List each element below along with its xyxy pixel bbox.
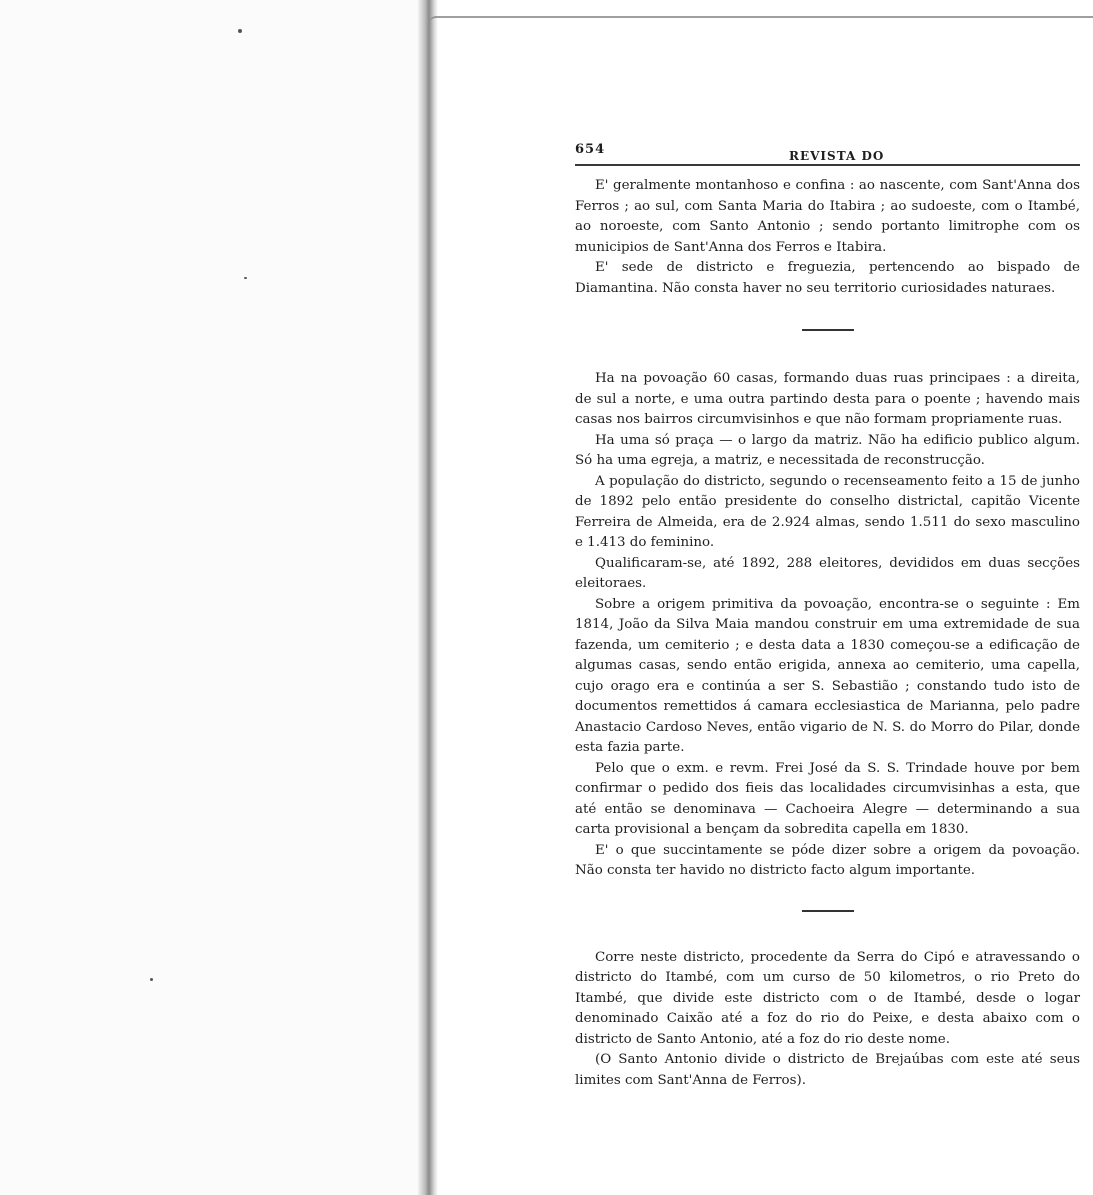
- paragraph: A população do districto, segundo o recenseamento feito a 15 de junho de 1892 pelo então presidente do conselho districtal, capitão Vicente Ferreira de Almeida, era de 2.924 almas, sendo 1.511 do sexo masculino e 1.413 do feminino.: [575, 473, 1080, 550]
- paragraph: E' sede de districto e freguezia, pertencendo ao bispado de Diamantina. Não consta haver no seu territorio curiosidades naturaes.: [575, 260, 1080, 296]
- paragraph: E' o que succintamente se póde dizer sobre a origem da povoação. Não consta ter havido no districto facto algum importante.: [575, 842, 1080, 878]
- paragraph: E' geralmente montanhoso e confina : ao nascente, com Sant'Anna dos Ferros ; ao sul, com Santa Maria do Itabira ; ao sudoeste, com o Itambé, ao noroeste, com Santo Antonio ; sendo portanto limitrophe com os municipios de Sant'Anna dos Ferros e Itabira.: [575, 178, 1080, 255]
- section-settlement: [575, 369, 1080, 882]
- paragraph: Sobre a origem primitiva da povoação, encontra-se o seguinte : Em 1814, João da Silva Maia mandou construir em uma extremidade de sua fazenda, um cemiterio ; e desta data a 1830 começou-se a edificação de algumas casas, sendo então erigida, annexa ao cemiterio, uma capella, cujo orago era e continúa a ser S. Sebastião ; constando tudo isto de documentos remettidos á camara ecclesiastica de Marianna, pelo padre Anastacio Cardoso Neves, então vigario de N. S. do Morro do Pilar, donde esta fazia parte.: [575, 596, 1080, 755]
- page-number: 654: [575, 142, 606, 157]
- page-speck: [244, 277, 247, 279]
- running-title: REVISTA DO: [789, 149, 885, 163]
- paragraph: Pelo que o exm. e revm. Frei José da S. S. Trindade houve por bem confirmar o pedido dos fieis das localidades circumvisinhas a esta, que até então se denominava — Cachoeira Alegre — determinando a sua carta provisional a bençam da sobredita capella em 1830.: [575, 760, 1080, 837]
- paragraph: Qualificaram-se, até 1892, 288 eleitores, devididos em duas secções eleitoraes.: [575, 555, 1080, 591]
- section-divider: [802, 910, 854, 912]
- paragraph: Corre neste districto, procedente da Serra do Cipó e atravessando o districto do Itambé, com um curso de 50 kilometros, o rio Preto do Itambé, que divide este districto com o de Itambé, desde o logar denominado Caixão até a foz do rio do Peixe, e desta abaixo com o districto de Santo Antonio, até a foz do rio deste nome.: [575, 949, 1080, 1047]
- paragraph: Ha na povoação 60 casas, formando duas ruas principaes : a direita, de sul a norte, e uma outra partindo desta para o poente ; havendo mais casas nos bairros circumvisinhos e que não formam propriamente ruas.: [575, 371, 1080, 427]
- book-page: [575, 140, 1080, 1091]
- page-speck: [238, 29, 242, 33]
- paragraph: (O Santo Antonio divide o districto de Brejaúbas com este até seus limites com Sant'Anna de Ferros).: [575, 1052, 1080, 1088]
- paragraph: Ha uma só praça — o largo da matriz. Não ha edificio publico algum. Só ha uma egreja, a matriz, e necessitada de reconstrucção.: [575, 432, 1080, 468]
- section-geography: [575, 176, 1080, 299]
- book-spine-gutter: [418, 0, 438, 1195]
- page-speck: [150, 978, 153, 981]
- running-header: [575, 140, 1080, 166]
- facing-blank-page: [0, 0, 423, 1195]
- section-divider: [802, 329, 854, 331]
- page-top-edge: [430, 16, 1093, 22]
- section-rivers: [575, 948, 1080, 1092]
